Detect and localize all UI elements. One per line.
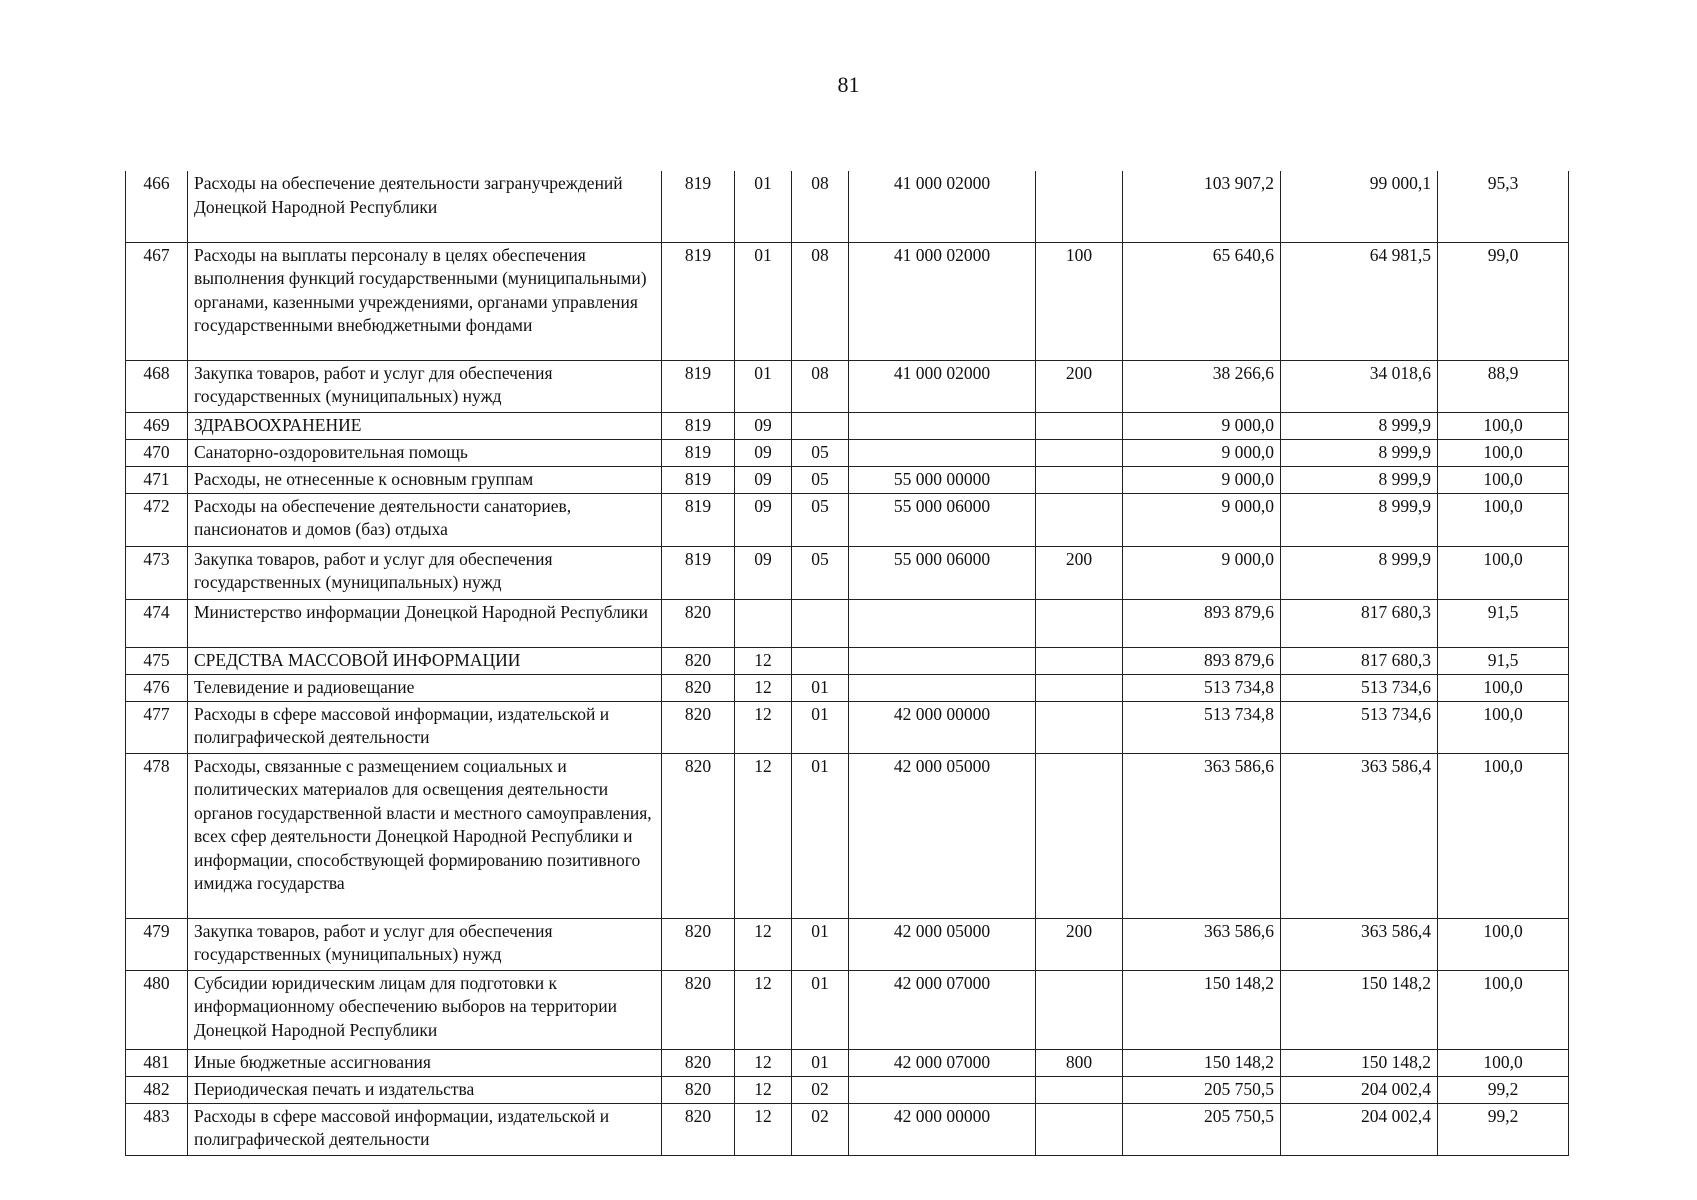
execution-percent-cell: 100,0 xyxy=(1438,412,1569,439)
department-code-cell: 820 xyxy=(662,701,735,753)
planned-amount-cell: 9 000,0 xyxy=(1123,439,1281,466)
section-code-cell: 12 xyxy=(735,1103,792,1155)
department-code-cell: 820 xyxy=(662,599,735,647)
execution-percent-cell: 100,0 xyxy=(1438,701,1569,753)
target-article-cell: 42 000 05000 xyxy=(849,918,1036,970)
execution-percent-cell: 100,0 xyxy=(1438,674,1569,701)
actual-amount-cell: 64 981,5 xyxy=(1281,242,1438,360)
section-code-cell: 12 xyxy=(735,701,792,753)
table-row xyxy=(126,674,1569,701)
item-name-cell: Расходы на обеспечение деятельности санаториев, пансионатов и домов (баз) отдыха xyxy=(188,493,662,546)
subsection-code-cell xyxy=(792,599,849,647)
subsection-code-cell: 05 xyxy=(792,546,849,599)
actual-amount-cell: 8 999,9 xyxy=(1281,466,1438,493)
item-name-cell: Расходы, не отнесенные к основным группам xyxy=(188,466,662,493)
row-number-cell: 477 xyxy=(126,701,188,753)
actual-amount-cell: 513 734,6 xyxy=(1281,674,1438,701)
planned-amount-cell: 65 640,6 xyxy=(1123,242,1281,360)
planned-amount-cell: 9 000,0 xyxy=(1123,493,1281,546)
subsection-code-cell: 02 xyxy=(792,1076,849,1103)
section-code-cell: 12 xyxy=(735,647,792,674)
section-code-cell: 12 xyxy=(735,674,792,701)
section-code-cell: 12 xyxy=(735,918,792,970)
actual-amount-cell: 8 999,9 xyxy=(1281,546,1438,599)
row-number-cell: 478 xyxy=(126,753,188,918)
subsection-code-cell: 05 xyxy=(792,439,849,466)
row-number-cell: 482 xyxy=(126,1076,188,1103)
planned-amount-cell: 513 734,8 xyxy=(1123,701,1281,753)
execution-percent-cell: 95,3 xyxy=(1438,171,1569,242)
subsection-code-cell: 01 xyxy=(792,674,849,701)
table-row xyxy=(126,970,1569,1049)
execution-percent-cell: 100,0 xyxy=(1438,546,1569,599)
row-number-cell: 479 xyxy=(126,918,188,970)
row-number-cell: 483 xyxy=(126,1103,188,1155)
subsection-code-cell: 01 xyxy=(792,701,849,753)
row-number-cell: 474 xyxy=(126,599,188,647)
actual-amount-cell: 204 002,4 xyxy=(1281,1103,1438,1155)
table-row xyxy=(126,493,1569,546)
item-name-cell: Министерство информации Донецкой Народной Республики xyxy=(188,599,662,647)
item-name-cell: Субсидии юридическим лицам для подготовки к информационному обеспечению выборов на территории Донецкой Народной Республики xyxy=(188,970,662,1049)
planned-amount-cell: 893 879,6 xyxy=(1123,647,1281,674)
department-code-cell: 820 xyxy=(662,1076,735,1103)
item-name-cell: Телевидение и радиовещание xyxy=(188,674,662,701)
planned-amount-cell: 363 586,6 xyxy=(1123,753,1281,918)
subsection-code-cell: 01 xyxy=(792,1049,849,1076)
row-number-cell: 473 xyxy=(126,546,188,599)
subsection-code-cell: 05 xyxy=(792,466,849,493)
item-name-cell: Расходы в сфере массовой информации, издательской и полиграфической деятельности xyxy=(188,701,662,753)
item-name-cell: Закупка товаров, работ и услуг для обеспечения государственных (муниципальных) нужд xyxy=(188,360,662,412)
expense-type-cell: 100 xyxy=(1036,242,1123,360)
section-code-cell: 01 xyxy=(735,360,792,412)
expense-type-cell: 800 xyxy=(1036,1049,1123,1076)
section-code-cell: 01 xyxy=(735,242,792,360)
execution-percent-cell: 99,0 xyxy=(1438,242,1569,360)
target-article-cell: 42 000 07000 xyxy=(849,1049,1036,1076)
actual-amount-cell: 363 586,4 xyxy=(1281,918,1438,970)
subsection-code-cell: 02 xyxy=(792,1103,849,1155)
section-code-cell: 12 xyxy=(735,1076,792,1103)
target-article-cell: 42 000 00000 xyxy=(849,701,1036,753)
planned-amount-cell: 363 586,6 xyxy=(1123,918,1281,970)
planned-amount-cell: 9 000,0 xyxy=(1123,466,1281,493)
target-article-cell xyxy=(849,599,1036,647)
execution-percent-cell: 91,5 xyxy=(1438,647,1569,674)
execution-percent-cell: 100,0 xyxy=(1438,970,1569,1049)
department-code-cell: 819 xyxy=(662,466,735,493)
row-number-cell: 468 xyxy=(126,360,188,412)
row-number-cell: 470 xyxy=(126,439,188,466)
expense-type-cell xyxy=(1036,647,1123,674)
item-name-cell: Иные бюджетные ассигнования xyxy=(188,1049,662,1076)
planned-amount-cell: 150 148,2 xyxy=(1123,970,1281,1049)
expense-type-cell xyxy=(1036,493,1123,546)
actual-amount-cell: 513 734,6 xyxy=(1281,701,1438,753)
department-code-cell: 819 xyxy=(662,171,735,242)
item-name-cell: Санаторно-оздоровительная помощь xyxy=(188,439,662,466)
row-number-cell: 480 xyxy=(126,970,188,1049)
actual-amount-cell: 204 002,4 xyxy=(1281,1076,1438,1103)
target-article-cell xyxy=(849,439,1036,466)
department-code-cell: 820 xyxy=(662,1049,735,1076)
actual-amount-cell: 363 586,4 xyxy=(1281,753,1438,918)
planned-amount-cell: 205 750,5 xyxy=(1123,1076,1281,1103)
actual-amount-cell: 817 680,3 xyxy=(1281,599,1438,647)
subsection-code-cell: 01 xyxy=(792,918,849,970)
item-name-cell: Периодическая печать и издательства xyxy=(188,1076,662,1103)
actual-amount-cell: 8 999,9 xyxy=(1281,412,1438,439)
subsection-code-cell: 08 xyxy=(792,360,849,412)
expense-type-cell xyxy=(1036,1076,1123,1103)
execution-percent-cell: 100,0 xyxy=(1438,439,1569,466)
expense-type-cell xyxy=(1036,1103,1123,1155)
item-name-cell: Закупка товаров, работ и услуг для обеспечения государственных (муниципальных) нужд xyxy=(188,546,662,599)
target-article-cell xyxy=(849,412,1036,439)
department-code-cell: 819 xyxy=(662,493,735,546)
planned-amount-cell: 150 148,2 xyxy=(1123,1049,1281,1076)
row-number-cell: 472 xyxy=(126,493,188,546)
department-code-cell: 819 xyxy=(662,546,735,599)
subsection-code-cell: 05 xyxy=(792,493,849,546)
subsection-code-cell: 08 xyxy=(792,171,849,242)
execution-percent-cell: 91,5 xyxy=(1438,599,1569,647)
expense-type-cell xyxy=(1036,674,1123,701)
execution-percent-cell: 100,0 xyxy=(1438,466,1569,493)
target-article-cell xyxy=(849,674,1036,701)
department-code-cell: 820 xyxy=(662,674,735,701)
target-article-cell: 42 000 05000 xyxy=(849,753,1036,918)
expense-type-cell xyxy=(1036,412,1123,439)
expense-type-cell: 200 xyxy=(1036,360,1123,412)
target-article-cell: 55 000 06000 xyxy=(849,546,1036,599)
target-article-cell: 41 000 02000 xyxy=(849,171,1036,242)
planned-amount-cell: 513 734,8 xyxy=(1123,674,1281,701)
target-article-cell xyxy=(849,647,1036,674)
item-name-cell: Закупка товаров, работ и услуг для обеспечения государственных (муниципальных) нужд xyxy=(188,918,662,970)
actual-amount-cell: 150 148,2 xyxy=(1281,1049,1438,1076)
execution-percent-cell: 100,0 xyxy=(1438,493,1569,546)
table-row xyxy=(126,1049,1569,1076)
expense-type-cell xyxy=(1036,753,1123,918)
target-article-cell: 41 000 02000 xyxy=(849,360,1036,412)
expense-type-cell xyxy=(1036,701,1123,753)
row-number-cell: 475 xyxy=(126,647,188,674)
section-code-cell: 12 xyxy=(735,1049,792,1076)
planned-amount-cell: 9 000,0 xyxy=(1123,412,1281,439)
actual-amount-cell: 150 148,2 xyxy=(1281,970,1438,1049)
planned-amount-cell: 9 000,0 xyxy=(1123,546,1281,599)
section-code-cell xyxy=(735,599,792,647)
actual-amount-cell: 34 018,6 xyxy=(1281,360,1438,412)
table-row xyxy=(126,599,1569,647)
table-row xyxy=(126,1076,1569,1103)
subsection-code-cell: 08 xyxy=(792,242,849,360)
target-article-cell: 42 000 00000 xyxy=(849,1103,1036,1155)
table-row xyxy=(126,242,1569,360)
item-name-cell: Расходы, связанные с размещением социальных и политических материалов для освещения деятельности органов государственной власти и местного самоуправления, всех сфер деятельности Донецкой Народной Республики и информации, способствующей формированию позитивного имиджа государства xyxy=(188,753,662,918)
subsection-code-cell xyxy=(792,412,849,439)
item-name-cell: ЗДРАВООХРАНЕНИЕ xyxy=(188,412,662,439)
expense-type-cell: 200 xyxy=(1036,546,1123,599)
department-code-cell: 820 xyxy=(662,647,735,674)
target-article-cell xyxy=(849,1076,1036,1103)
planned-amount-cell: 205 750,5 xyxy=(1123,1103,1281,1155)
department-code-cell: 819 xyxy=(662,360,735,412)
execution-percent-cell: 88,9 xyxy=(1438,360,1569,412)
section-code-cell: 12 xyxy=(735,970,792,1049)
row-number-cell: 467 xyxy=(126,242,188,360)
target-article-cell: 42 000 07000 xyxy=(849,970,1036,1049)
subsection-code-cell: 01 xyxy=(792,753,849,918)
execution-percent-cell: 99,2 xyxy=(1438,1076,1569,1103)
table-row xyxy=(126,360,1569,412)
table-row xyxy=(126,439,1569,466)
target-article-cell: 55 000 00000 xyxy=(849,466,1036,493)
department-code-cell: 819 xyxy=(662,439,735,466)
department-code-cell: 820 xyxy=(662,753,735,918)
table-row xyxy=(126,647,1569,674)
section-code-cell: 09 xyxy=(735,493,792,546)
page-number: 81 xyxy=(837,72,860,97)
actual-amount-cell: 8 999,9 xyxy=(1281,439,1438,466)
subsection-code-cell xyxy=(792,647,849,674)
expense-type-cell: 200 xyxy=(1036,918,1123,970)
expense-type-cell xyxy=(1036,970,1123,1049)
table-body xyxy=(126,171,1569,1155)
row-number-cell: 476 xyxy=(126,674,188,701)
section-code-cell: 01 xyxy=(735,171,792,242)
item-name-cell: Расходы в сфере массовой информации, издательской и полиграфической деятельности xyxy=(188,1103,662,1155)
department-code-cell: 820 xyxy=(662,970,735,1049)
expense-type-cell xyxy=(1036,599,1123,647)
actual-amount-cell: 8 999,9 xyxy=(1281,493,1438,546)
actual-amount-cell: 99 000,1 xyxy=(1281,171,1438,242)
row-number-cell: 471 xyxy=(126,466,188,493)
target-article-cell: 55 000 06000 xyxy=(849,493,1036,546)
execution-percent-cell: 100,0 xyxy=(1438,1049,1569,1076)
table-row xyxy=(126,1103,1569,1155)
table-row xyxy=(126,546,1569,599)
item-name-cell: Расходы на обеспечение деятельности загранучреждений Донецкой Народной Республики xyxy=(188,171,662,242)
expense-type-cell xyxy=(1036,466,1123,493)
table-row xyxy=(126,753,1569,918)
budget-table xyxy=(125,171,1569,1156)
execution-percent-cell: 99,2 xyxy=(1438,1103,1569,1155)
row-number-cell: 481 xyxy=(126,1049,188,1076)
section-code-cell: 09 xyxy=(735,466,792,493)
item-name-cell: СРЕДСТВА МАССОВОЙ ИНФОРМАЦИИ xyxy=(188,647,662,674)
target-article-cell: 41 000 02000 xyxy=(849,242,1036,360)
table-row xyxy=(126,412,1569,439)
section-code-cell: 12 xyxy=(735,753,792,918)
department-code-cell: 819 xyxy=(662,242,735,360)
execution-percent-cell: 100,0 xyxy=(1438,753,1569,918)
planned-amount-cell: 893 879,6 xyxy=(1123,599,1281,647)
actual-amount-cell: 817 680,3 xyxy=(1281,647,1438,674)
row-number-cell: 466 xyxy=(126,171,188,242)
table-row xyxy=(126,466,1569,493)
department-code-cell: 820 xyxy=(662,1103,735,1155)
planned-amount-cell: 103 907,2 xyxy=(1123,171,1281,242)
department-code-cell: 820 xyxy=(662,918,735,970)
section-code-cell: 09 xyxy=(735,546,792,599)
planned-amount-cell: 38 266,6 xyxy=(1123,360,1281,412)
row-number-cell: 469 xyxy=(126,412,188,439)
item-name-cell: Расходы на выплаты персоналу в целях обеспечения выполнения функций государственными (муниципальными) органами, казенными учреждениями, органами управления государственными внебюджетными фондами xyxy=(188,242,662,360)
table-row xyxy=(126,171,1569,242)
table-row xyxy=(126,918,1569,970)
section-code-cell: 09 xyxy=(735,412,792,439)
table-row xyxy=(126,701,1569,753)
section-code-cell: 09 xyxy=(735,439,792,466)
subsection-code-cell: 01 xyxy=(792,970,849,1049)
expense-type-cell xyxy=(1036,171,1123,242)
execution-percent-cell: 100,0 xyxy=(1438,918,1569,970)
department-code-cell: 819 xyxy=(662,412,735,439)
expense-type-cell xyxy=(1036,439,1123,466)
